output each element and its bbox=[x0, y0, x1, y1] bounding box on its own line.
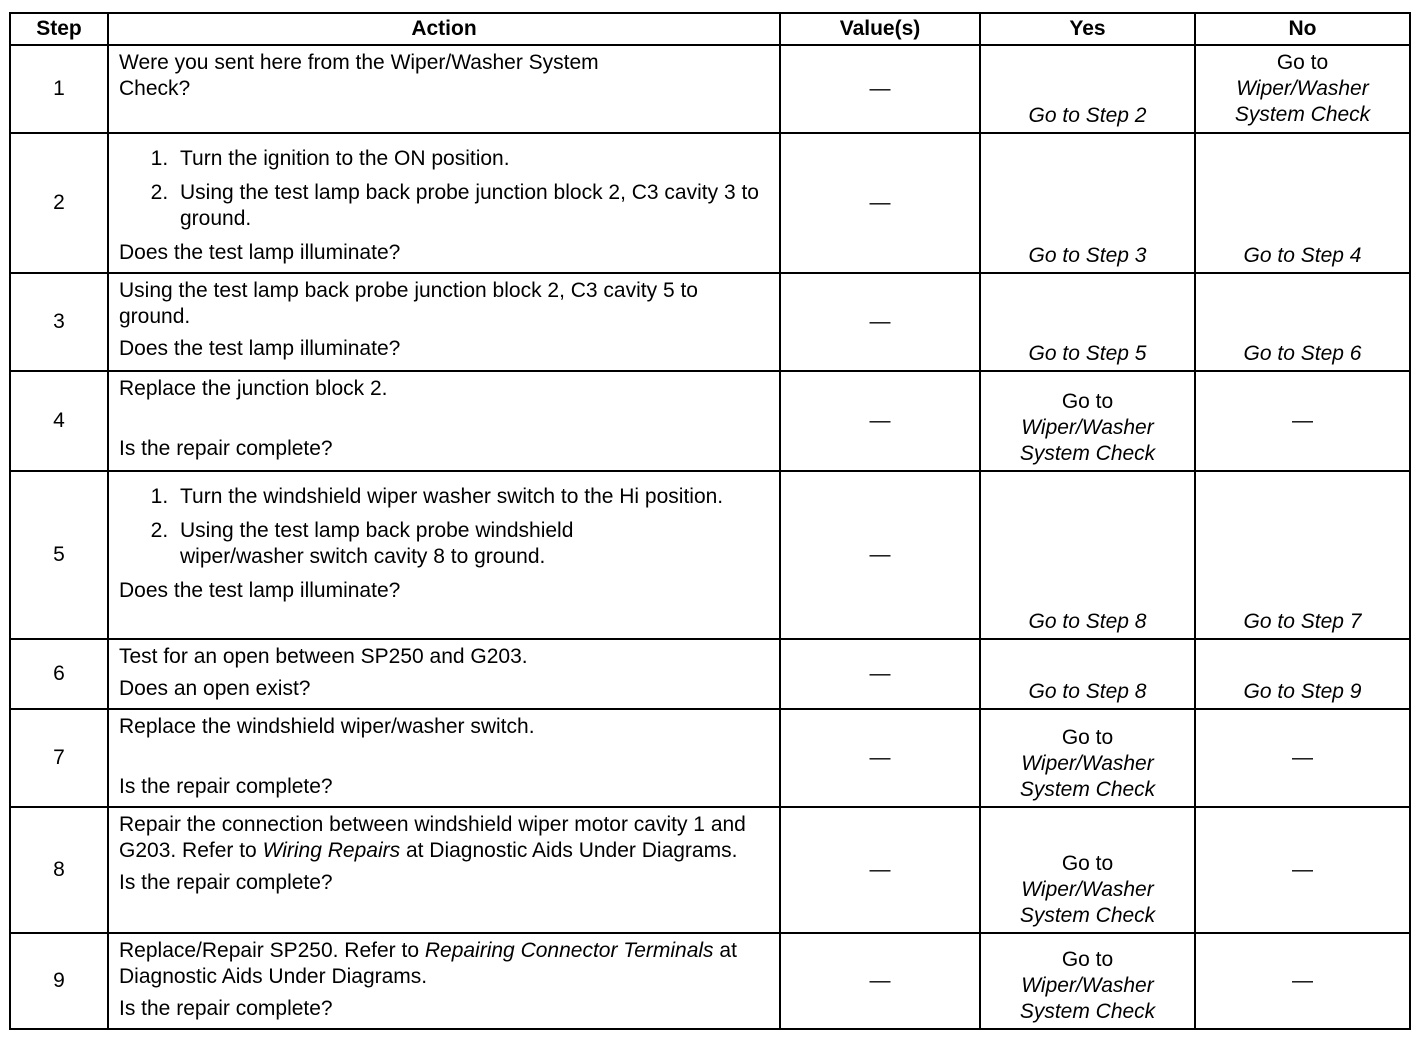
action-cell bbox=[108, 133, 780, 273]
action-question: Is the repair complete? bbox=[119, 997, 333, 1020]
no-cell: Go to Step 7 bbox=[1195, 471, 1410, 639]
header-no: No bbox=[1195, 13, 1410, 45]
value-cell: — bbox=[780, 273, 980, 371]
header-step: Step bbox=[10, 13, 108, 45]
action-text: Replace the windshield wiper/washer switch. bbox=[119, 715, 535, 738]
table-row bbox=[10, 133, 1410, 273]
yes-cell: Go to Step 8 bbox=[980, 471, 1195, 639]
wiper-check-link: Wiper/Washer System Check bbox=[1019, 416, 1156, 465]
table-row bbox=[10, 471, 1410, 639]
action-text-part: at Diagnostic Aids Under Diagrams. bbox=[119, 939, 737, 988]
action-text: Test for an open between SP250 and G203. bbox=[119, 645, 528, 668]
wiper-check-link: Wiper/Washer System Check bbox=[1019, 752, 1156, 801]
action-cell bbox=[108, 45, 780, 133]
wiper-check-link: Wiper/Washer System Check bbox=[1019, 878, 1156, 927]
action-question: Does the test lamp illuminate? bbox=[119, 579, 401, 602]
goto-label: Go to bbox=[1061, 852, 1114, 875]
header-row bbox=[10, 13, 1410, 45]
header-yes: Yes bbox=[980, 13, 1195, 45]
value-cell: — bbox=[780, 133, 980, 273]
value-cell: — bbox=[780, 807, 980, 933]
table-row bbox=[10, 273, 1410, 371]
table-row bbox=[10, 807, 1410, 933]
wiper-check-link: Wiper/Washer System Check bbox=[1234, 77, 1371, 126]
no-cell: Go to Step 9 bbox=[1195, 639, 1410, 709]
action-text-part: Repair the connection between windshield wiper motor cavity 1 and G203. Refer to bbox=[119, 813, 746, 862]
no-cell: — bbox=[1195, 709, 1410, 807]
step-number: 2 bbox=[10, 133, 108, 273]
action-question: Is the repair complete? bbox=[119, 871, 333, 894]
wiring-repairs-ref: Wiring Repairs bbox=[262, 839, 401, 862]
yes-cell bbox=[980, 933, 1195, 1029]
action-cell bbox=[108, 933, 780, 1029]
table-row bbox=[10, 709, 1410, 807]
action-item: 2. Using the test lamp back probe windshield wiper/washer switch cavity 8 to ground. bbox=[174, 518, 660, 570]
action-cell bbox=[108, 471, 780, 639]
table-row bbox=[10, 639, 1410, 709]
no-cell: — bbox=[1195, 933, 1410, 1029]
step-number: 9 bbox=[10, 933, 108, 1029]
action-question: Is the repair complete? bbox=[119, 437, 333, 460]
action-question: Does the test lamp illuminate? bbox=[119, 337, 401, 360]
action-text bbox=[119, 812, 749, 864]
step-number: 6 bbox=[10, 639, 108, 709]
action-text: Replace the junction block 2. bbox=[119, 377, 388, 400]
action-text: Were you sent here from the Wiper/Washer System Check? bbox=[119, 51, 599, 100]
action-cell bbox=[108, 639, 780, 709]
step-number: 4 bbox=[10, 371, 108, 471]
value-cell: — bbox=[780, 933, 980, 1029]
action-cell bbox=[108, 371, 780, 471]
value-cell: — bbox=[780, 471, 980, 639]
goto-label: Go to bbox=[1061, 726, 1114, 749]
step-number: 8 bbox=[10, 807, 108, 933]
action-item: 2. Using the test lamp back probe junction block 2, C3 cavity 3 to ground. bbox=[174, 180, 769, 232]
yes-cell: Go to Step 5 bbox=[980, 273, 1195, 371]
step-number: 1 bbox=[10, 45, 108, 133]
value-cell: — bbox=[780, 639, 980, 709]
yes-cell bbox=[980, 709, 1195, 807]
goto-label: Go to bbox=[1276, 51, 1329, 74]
action-item: 1. Turn the windshield wiper washer switch to the Hi position. bbox=[174, 484, 769, 510]
action-cell bbox=[108, 807, 780, 933]
header-values: Value(s) bbox=[780, 13, 980, 45]
action-text-part: at Diagnostic Aids Under Diagrams. bbox=[405, 839, 738, 862]
diagnostic-table bbox=[9, 12, 1411, 1030]
yes-cell: Go to Step 3 bbox=[980, 133, 1195, 273]
header-action: Action bbox=[108, 13, 780, 45]
goto-label: Go to bbox=[1061, 948, 1114, 971]
goto-label: Go to bbox=[1061, 390, 1114, 413]
action-item: 1. Turn the ignition to the ON position. bbox=[174, 146, 769, 172]
yes-cell: Go to Step 2 bbox=[980, 45, 1195, 133]
action-cell bbox=[108, 273, 780, 371]
action-list bbox=[119, 146, 769, 232]
yes-cell bbox=[980, 371, 1195, 471]
repairing-connector-terminals-ref: Repairing Connector Terminals bbox=[424, 939, 714, 962]
table-row bbox=[10, 45, 1410, 133]
value-cell: — bbox=[780, 709, 980, 807]
action-text-part: Replace/Repair SP250. Refer to bbox=[119, 939, 419, 962]
yes-cell: Go to Step 8 bbox=[980, 639, 1195, 709]
action-list bbox=[119, 484, 769, 570]
step-number: 5 bbox=[10, 471, 108, 639]
action-question: Does the test lamp illuminate? bbox=[119, 241, 401, 264]
value-cell: — bbox=[780, 45, 980, 133]
no-cell: Go to Step 4 bbox=[1195, 133, 1410, 273]
step-number: 7 bbox=[10, 709, 108, 807]
table-row bbox=[10, 933, 1410, 1029]
action-question: Is the repair complete? bbox=[119, 775, 333, 798]
no-cell: Go to Step 6 bbox=[1195, 273, 1410, 371]
wiper-check-link: Wiper/Washer System Check bbox=[1019, 974, 1156, 1023]
action-question: Does an open exist? bbox=[119, 677, 311, 700]
no-cell: — bbox=[1195, 807, 1410, 933]
yes-cell bbox=[980, 807, 1195, 933]
no-cell bbox=[1195, 45, 1410, 133]
table-row bbox=[10, 371, 1410, 471]
action-text bbox=[119, 938, 739, 990]
action-cell bbox=[108, 709, 780, 807]
action-text: Using the test lamp back probe junction block 2, C3 cavity 5 to ground. bbox=[119, 279, 698, 328]
step-number: 3 bbox=[10, 273, 108, 371]
no-cell: — bbox=[1195, 371, 1410, 471]
value-cell: — bbox=[780, 371, 980, 471]
